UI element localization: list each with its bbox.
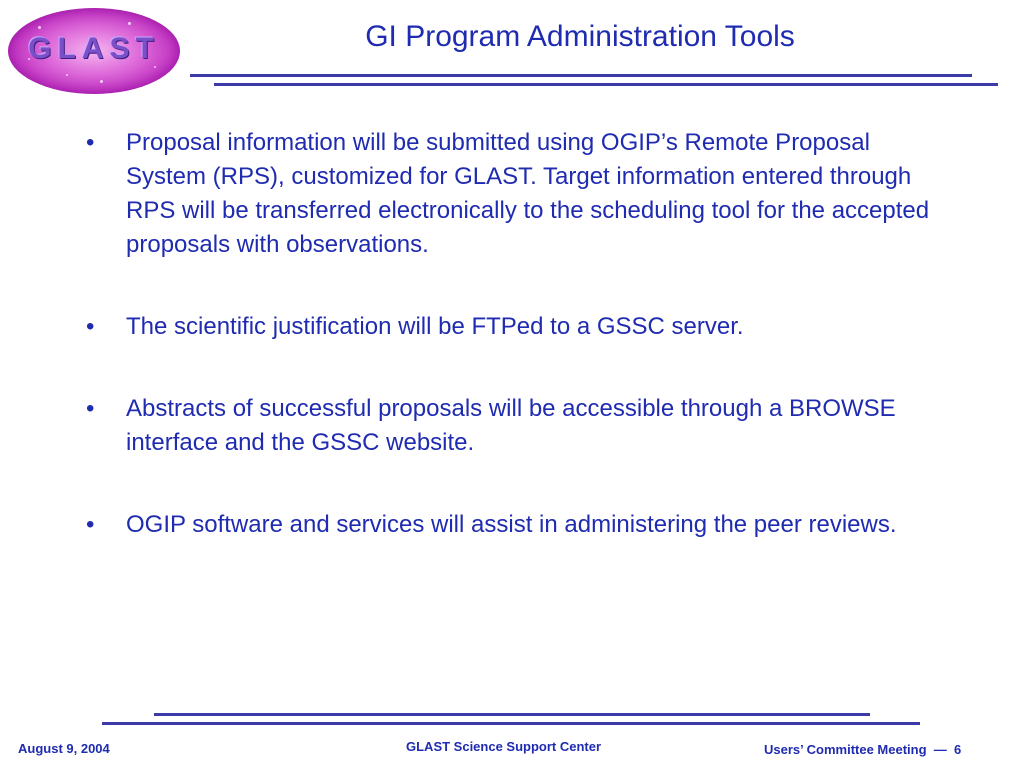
bullet-marker: • (86, 129, 95, 156)
header-rule-bottom (214, 83, 998, 86)
bullet-text: Abstracts of successful proposals will be accessible through a BROWSE interface and the GSSC website. (126, 395, 896, 456)
slide-title: GI Program Administration Tools (365, 20, 795, 53)
bullet-text: OGIP software and services will assist in administering the peer reviews. (126, 511, 897, 538)
bullet-item (86, 508, 946, 542)
footer-rule-top (154, 713, 870, 716)
bullet-item (86, 392, 946, 460)
bullet-text: Proposal information will be submitted using OGIP’s Remote Proposal System (RPS), customized for GLAST. Target information entered through RPS will be transferred electronically to the scheduling tool for the accepted proposals with observations. (126, 129, 930, 258)
bullet-text: The scientific justification will be FTPed to a GSSC server. (126, 313, 744, 340)
bullet-item (86, 310, 946, 344)
bullet-item (86, 126, 946, 262)
footer-rule-bottom (102, 722, 920, 725)
bullet-marker: • (86, 313, 95, 340)
bullet-marker: • (86, 395, 95, 422)
bullet-list (86, 126, 946, 542)
footer-center: GLAST Science Support Center (406, 739, 602, 754)
glast-logo (8, 8, 180, 94)
bullet-marker: • (86, 511, 95, 538)
footer-meeting: Users’ Committee Meeting — 6 (764, 742, 962, 757)
header-rule-top (190, 74, 972, 77)
logo-text: GLAST (28, 32, 160, 65)
footer-date: August 9, 2004 (18, 741, 110, 756)
